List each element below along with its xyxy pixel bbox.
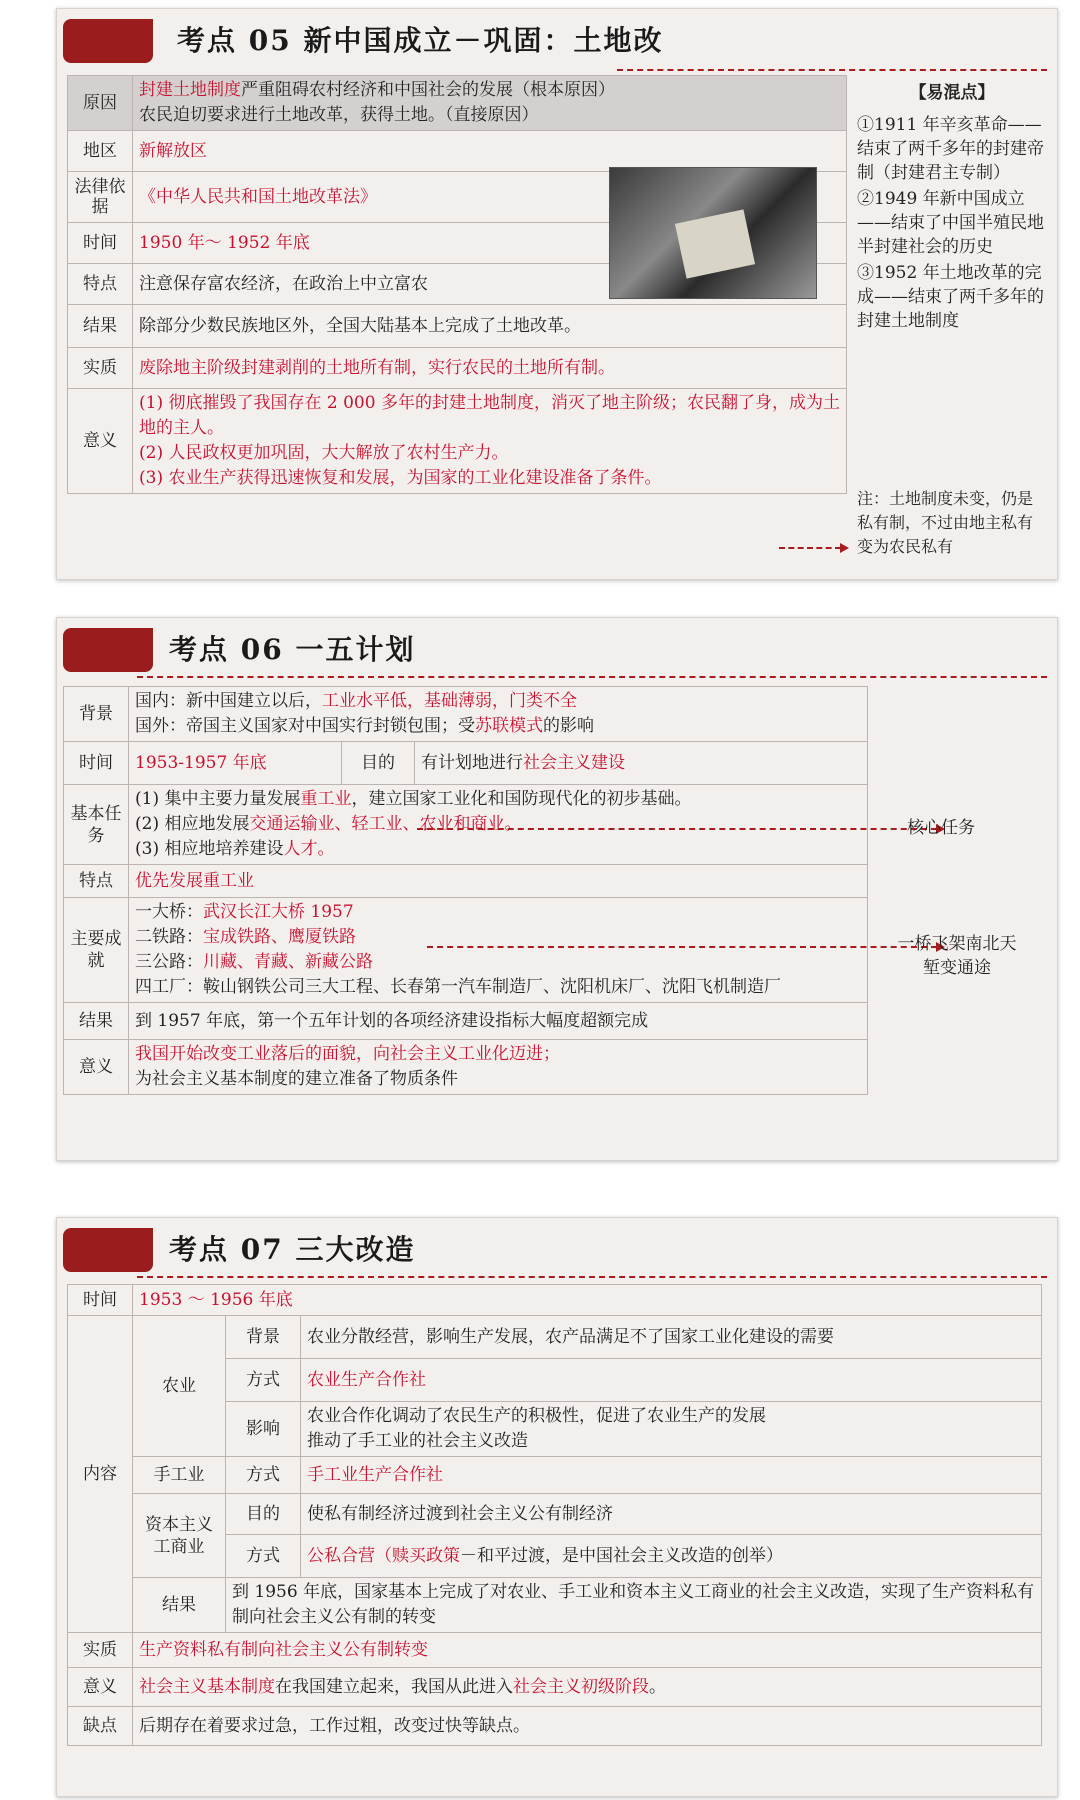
- table-row: [68, 131, 847, 172]
- table-row: [68, 1316, 1042, 1359]
- section-05-header: [57, 9, 1057, 69]
- row-label: 主要成就: [64, 898, 129, 1003]
- row-content: 废除地主阶级封建剥削的土地所有制，实行农民的土地所有制。: [133, 348, 847, 389]
- table-row: [64, 742, 868, 785]
- header-dash-line: [617, 69, 1047, 71]
- note-arrow: [779, 547, 841, 549]
- task-1-end: ，建立国家工业化和国防现代化的初步基础。: [351, 789, 692, 809]
- sig-a: 社会主义基本制度: [139, 1676, 275, 1697]
- row-label: 时间: [64, 742, 129, 785]
- confusion-item: ③1952 年土地改革的完成——结束了两千多年的封建土地制度: [857, 263, 1044, 331]
- table-row: [68, 1707, 1042, 1746]
- photo-document-icon: [675, 209, 755, 278]
- table-row: [68, 1494, 1042, 1535]
- table-row: [68, 348, 847, 389]
- row-label: 意义: [68, 1668, 133, 1707]
- task-1: (1) 集中主要力量发展: [135, 789, 301, 809]
- sig-b: 在我国建立起来，我国从此进入: [275, 1676, 513, 1697]
- table-row: [64, 687, 868, 742]
- row-content: 注意保存富农经济，在政治上中立富农: [133, 264, 847, 305]
- header-dash-line: [137, 1276, 1047, 1278]
- row-content: [129, 1040, 868, 1095]
- sub-label: 方式: [226, 1535, 301, 1578]
- row-label: 内容: [68, 1316, 133, 1633]
- bridge-arrow: [427, 946, 937, 948]
- section-06-table: [63, 686, 868, 1095]
- task-3: (3) 相应地培养建设: [135, 839, 284, 859]
- row-content: [133, 76, 847, 131]
- header-dash-line: [137, 676, 1047, 678]
- agri-way: 农业生产合作社: [301, 1359, 1042, 1402]
- confusion-item: ②1949 年新中国成立 ——结束了中国半殖民地半封建社会的历史: [857, 189, 1044, 257]
- significance-line: (3) 农业生产获得迅速恢复和发展，为国家的工业化建设准备了条件。: [139, 468, 662, 488]
- capital-way: [301, 1535, 1042, 1578]
- row-label: 特点: [64, 865, 129, 898]
- flaw-value: 后期存在着要求过急，工作过粗，改变过快等缺点。: [133, 1707, 1042, 1746]
- time-value: 1953 ～ 1956 年底: [133, 1285, 1042, 1316]
- table-row: [68, 1668, 1042, 1707]
- sub-label: 目的: [226, 1494, 301, 1535]
- row-content: 新解放区: [133, 131, 847, 172]
- ach-rail-label: 二铁路：: [135, 927, 203, 947]
- cause-direct-text: 农民迫切要求进行土地改革，获得土地。（直接原因）: [139, 105, 539, 125]
- row-content: [129, 687, 868, 742]
- table-row: [68, 1285, 1042, 1316]
- cap-way-b: 赎买政策: [392, 1545, 460, 1566]
- task-3-red: 人才。: [283, 839, 335, 859]
- row-label: 原因: [68, 76, 133, 131]
- agri-impact: [301, 1402, 1042, 1457]
- table-row: [68, 1578, 1042, 1633]
- bg-foreign-end: 的影响: [543, 716, 594, 736]
- table-row: [68, 76, 847, 131]
- bridge-note: 一桥飞架南北天堑变通途: [897, 934, 1017, 978]
- sub-label: 影响: [226, 1402, 301, 1457]
- row-label: 缺点: [68, 1707, 133, 1746]
- table-row: [64, 1003, 868, 1040]
- confusion-item: ①1911 年辛亥革命——结束了两千多年的封建帝制（封建君主专制）: [857, 115, 1044, 183]
- row-label: 实质: [68, 1633, 133, 1668]
- row-label: 基本任务: [64, 785, 129, 865]
- cause-root-text: 严重阻碍农村经济和中国社会的发展（根本原因）: [241, 80, 615, 100]
- cap-way-a: 公私合营（: [307, 1545, 392, 1566]
- section-05-title: 考点 05 新中国成立－巩固：土地改: [177, 24, 664, 57]
- goal-label: 目的: [342, 742, 415, 785]
- section-tab: [63, 628, 153, 672]
- table-row: [64, 1040, 868, 1095]
- ach-rail: 宝成铁路、鹰厦铁路: [203, 927, 356, 947]
- capital-purpose: 使私有制经济过渡到社会主义公有制经济: [301, 1494, 1042, 1535]
- impact-2: 推动了手工业的社会主义改造: [307, 1431, 528, 1451]
- table-row: [64, 785, 868, 865]
- section-tab: [63, 1228, 153, 1272]
- land-reform-photo: [609, 167, 817, 299]
- ach-bridge: 武汉长江大桥 1957: [203, 902, 354, 922]
- ach-road-label: 三公路：: [135, 952, 203, 972]
- impact-1: 农业合作化调动了农民生产的积极性，促进了农业生产的发展: [307, 1406, 766, 1426]
- goal-red: 社会主义建设: [523, 752, 625, 773]
- land-system-note: 注：土地制度未变，仍是私有制，不过由地主私有变为农民私有: [857, 489, 1034, 556]
- bg-foreign: 国外：帝国主义国家对中国实行封锁包围；受: [135, 716, 475, 736]
- category-handicraft: 手工业: [133, 1457, 226, 1494]
- row-label: 意义: [68, 389, 133, 494]
- task-1-red: 重工业: [300, 789, 352, 809]
- row-content: 1950 年～ 1952 年底: [133, 223, 847, 264]
- category-capitalist: 资本主义工商业: [133, 1494, 226, 1578]
- cap-way-c: －和平过渡，是中国社会主义改造的创举）: [460, 1545, 783, 1566]
- row-label: 结果: [64, 1003, 129, 1040]
- row-label: 时间: [68, 1285, 133, 1316]
- feature-value: 优先发展重工业: [129, 865, 868, 898]
- significance-2: 为社会主义基本制度的建立准备了物质条件: [135, 1069, 458, 1089]
- row-content: [129, 898, 868, 1003]
- row-label: 意义: [64, 1040, 129, 1095]
- sub-label: 方式: [226, 1457, 301, 1494]
- ach-bridge-label: 一大桥：: [135, 902, 203, 922]
- bg-foreign-red: 苏联模式: [475, 716, 543, 736]
- significance-1: 我国开始改变工业落后的面貌，向社会主义工业化迈进；: [135, 1044, 560, 1064]
- core-task-arrow: [417, 828, 937, 830]
- bg-domestic-red: 工业水平低，基础薄弱，门类不全: [322, 691, 577, 711]
- goal-value: [415, 742, 868, 785]
- significance-line: (1) 彻底摧毁了我国存在 2 000 多年的封建土地制度，消灭了地主阶级；农民翻了身，成为土地的主人。: [139, 393, 840, 438]
- row-label: 结果: [133, 1578, 226, 1633]
- cause-root-red: 封建土地制度: [139, 80, 241, 100]
- sub-label: 方式: [226, 1359, 301, 1402]
- row-label: 结果: [68, 305, 133, 348]
- section-tab: [63, 19, 153, 63]
- table-row: [64, 865, 868, 898]
- task-2: (2) 相应地发展: [135, 814, 250, 834]
- sig-c: 社会主义初级阶段: [513, 1676, 649, 1697]
- section-07-header: [57, 1218, 1057, 1278]
- category-agriculture: 农业: [133, 1316, 226, 1457]
- section-05-card: [56, 8, 1058, 580]
- ach-factory: 四工厂：鞍山钢铁公司三大工程、长春第一汽车制造厂、沈阳机床厂、沈阳飞机制造厂: [135, 977, 781, 997]
- table-row: [68, 389, 847, 494]
- sig-d: 。: [649, 1676, 666, 1697]
- section-07-table: [67, 1284, 1042, 1746]
- row-content: [129, 785, 868, 865]
- sub-label: 背景: [226, 1316, 301, 1359]
- row-content: 除部分少数民族地区外，全国大陆基本上完成了土地改革。: [133, 305, 847, 348]
- section-06-card: [56, 617, 1058, 1161]
- row-label: 法律依据: [68, 172, 133, 223]
- section-06-header: [57, 618, 1057, 678]
- task-2-red: 交通运输业、轻工业、农业和商业。: [249, 814, 522, 834]
- agri-background: 农业分散经营，影响生产发展，农产品满足不了国家工业化建设的需要: [301, 1316, 1042, 1359]
- bg-domestic: 国内：新中国建立以后，: [135, 691, 322, 711]
- section-07-title: 考点 07 三大改造: [169, 1233, 416, 1266]
- row-content: [133, 389, 847, 494]
- row-label: 特点: [68, 264, 133, 305]
- confusion-points-box: [857, 81, 1047, 333]
- core-task-note: 核心任务: [907, 818, 975, 838]
- result-value: 到 1957 年底，第一个五年计划的各项经济建设指标大幅度超额完成: [129, 1003, 868, 1040]
- ach-road: 川藏、青藏、新藏公路: [203, 952, 373, 972]
- row-content: 《中华人民共和国土地改革法》: [133, 172, 847, 223]
- table-row: [64, 898, 868, 1003]
- table-row: [68, 1633, 1042, 1668]
- row-label: 实质: [68, 348, 133, 389]
- significance-value: [133, 1668, 1042, 1707]
- confusion-points-title: 【易混点】: [909, 83, 995, 103]
- table-row: [68, 1457, 1042, 1494]
- section-06-title: 考点 06 一五计划: [169, 633, 416, 666]
- row-label: 地区: [68, 131, 133, 172]
- table-row: [68, 305, 847, 348]
- row-label: 背景: [64, 687, 129, 742]
- craft-way: 手工业生产合作社: [301, 1457, 1042, 1494]
- goal-text: 有计划地进行: [421, 752, 523, 773]
- time-value: 1953-1957 年底: [129, 742, 342, 785]
- section-07-card: [56, 1217, 1058, 1797]
- essence-value: 生产资料私有制向社会主义公有制转变: [133, 1633, 1042, 1668]
- result-value: 到 1956 年底，国家基本上完成了对农业、手工业和资本主义工商业的社会主义改造，实现了生产资料私有制向社会主义公有制的转变: [226, 1578, 1042, 1633]
- row-label: 时间: [68, 223, 133, 264]
- significance-line: (2) 人民政权更加巩固，大大解放了农村生产力。: [139, 443, 509, 463]
